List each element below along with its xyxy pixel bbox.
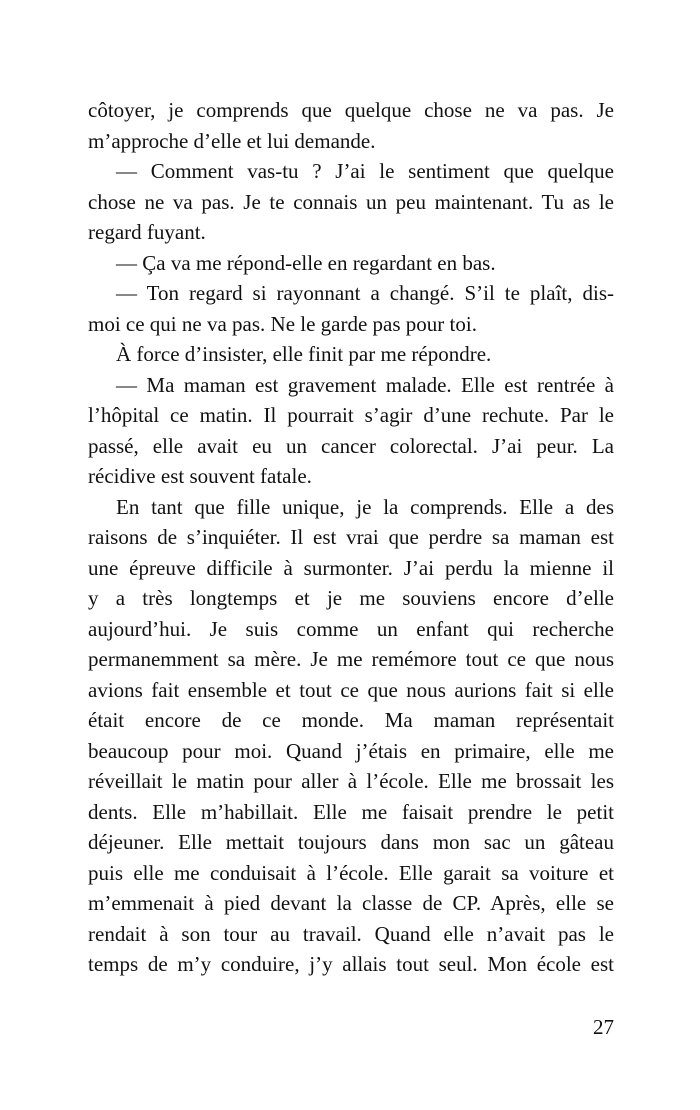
text-line: m’approche d’elle et lui demande. bbox=[88, 128, 376, 153]
text-line: — Ma maman est gravement malade. Elle est rentrée à bbox=[116, 372, 614, 397]
text-line: regard fuyant. bbox=[88, 220, 206, 244]
text-line: rendait à son tour au travail. Quand elle n’avait pas le bbox=[88, 921, 614, 946]
text-line: l’hôpital ce matin. Il pourrait s’agir d’une rechute. Par le bbox=[88, 403, 614, 427]
text-line: côtoyer, je comprends que quelque chose ne va pas. Je bbox=[88, 98, 614, 122]
text-line: temps de m’y conduire, j’y allais tout seul. Mon école est bbox=[88, 952, 614, 976]
page-number: 27 bbox=[593, 1015, 614, 1039]
text-line: m’emmenait à pied devant la classe de CP. Après, elle se bbox=[88, 891, 614, 915]
text-line: moi ce qui ne va pas. Ne le garde pas pour toi. bbox=[88, 311, 477, 336]
text-line: puis elle me conduisait à l’école. Elle garait sa voiture et bbox=[88, 860, 614, 885]
text-line: En tant que fille unique, je la comprends. Elle a des bbox=[116, 494, 614, 519]
text-line: récidive est souvent fatale. bbox=[88, 464, 312, 488]
text-line: — Comment vas-tu ? J’ai le sentiment que quelque bbox=[116, 159, 614, 183]
text-line: — Ça va me répond-elle en regardant en bas. bbox=[116, 250, 496, 275]
text-line: dents. Elle m’habillait. Elle me faisait prendre le petit bbox=[88, 799, 614, 824]
text-line: beaucoup pour moi. Quand j’étais en primaire, elle me bbox=[88, 738, 614, 763]
text-line: permanemment sa mère. Je me remémore tout ce que nous bbox=[88, 647, 614, 671]
text-line: déjeuner. Elle mettait toujours dans mon sac un gâteau bbox=[88, 830, 614, 854]
text-line: À force d’insister, elle finit par me répondre. bbox=[116, 342, 492, 366]
text-line: une épreuve difficile à surmonter. J’ai perdu la mienne il bbox=[88, 555, 614, 580]
text-line: aujourd’hui. Je suis comme un enfant qui recherche bbox=[88, 616, 614, 641]
text-line: était encore de ce monde. Ma maman représentait bbox=[88, 708, 614, 732]
text-line: réveillait le matin pour aller à l’école. Elle me brossait les bbox=[88, 769, 614, 793]
text-line: passé, elle avait eu un cancer colorectal. J’ai peur. La bbox=[88, 433, 614, 458]
text-line: chose ne va pas. Je te connais un peu maintenant. Tu as le bbox=[88, 189, 614, 214]
text-line: — Ton regard si rayonnant a changé. S’il te plaît, dis- bbox=[116, 281, 614, 305]
text-line: y a très longtemps et je me souviens encore d’elle bbox=[88, 586, 614, 610]
text-line: raisons de s’inquiéter. Il est vrai que perdre sa maman est bbox=[88, 525, 614, 549]
text-line: avions fait ensemble et tout ce que nous aurions fait si elle bbox=[88, 677, 614, 702]
book-page-text bbox=[88, 95, 614, 980]
